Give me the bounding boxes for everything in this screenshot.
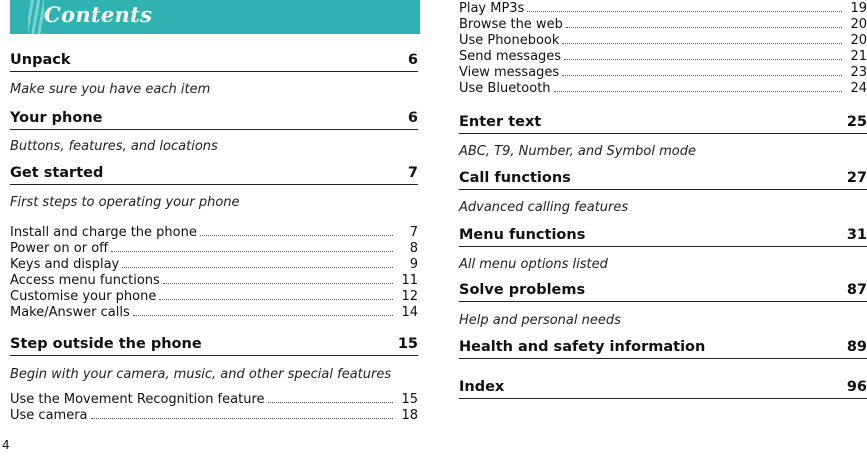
entry-label: View messages — [459, 65, 560, 80]
section-title: Call functions — [459, 170, 571, 186]
toc-entry[interactable] — [10, 224, 418, 240]
section-description: ABC, T9, Number, and Symbol mode — [459, 144, 696, 159]
entry-page: 18 — [401, 408, 418, 423]
dot-leader — [566, 16, 842, 28]
dot-leader — [133, 304, 393, 316]
dot-leader — [91, 407, 393, 419]
entry-label: Customise your phone — [10, 289, 157, 304]
entry-page: 9 — [409, 257, 418, 272]
section-page: 7 — [407, 165, 418, 181]
toc-entry[interactable] — [459, 16, 867, 32]
entry-page: 7 — [409, 225, 418, 240]
entry-page: 20 — [850, 33, 867, 48]
toc-entry[interactable] — [10, 256, 418, 272]
section-page: 25 — [846, 114, 867, 130]
section-title: Index — [459, 379, 505, 395]
section-heading[interactable] — [10, 50, 418, 72]
entry-label: Play MP3s — [459, 1, 525, 16]
entry-label: Power on or off — [10, 241, 109, 256]
section-heading[interactable] — [10, 163, 418, 185]
section-page: 31 — [846, 227, 867, 243]
entry-page: 23 — [850, 65, 867, 80]
dot-leader — [268, 391, 394, 403]
entry-label: Access menu functions — [10, 273, 160, 288]
entry-label: Use the Movement Recognition feature — [10, 392, 265, 407]
section-page: 15 — [397, 336, 418, 352]
toc-entry[interactable] — [459, 0, 867, 16]
contents-title: Contents — [44, 2, 153, 27]
toc-entry[interactable] — [459, 80, 867, 96]
entry-page: 15 — [401, 392, 418, 407]
entry-page: 21 — [850, 49, 867, 64]
toc-entry[interactable] — [10, 407, 418, 423]
section-heading[interactable] — [459, 168, 867, 190]
entry-label: Use Phonebook — [459, 33, 560, 48]
section-title: Get started — [10, 165, 104, 181]
toc-entry[interactable] — [10, 288, 418, 304]
section-description: Help and personal needs — [459, 313, 621, 328]
entry-page: 20 — [850, 17, 867, 32]
toc-entry[interactable] — [459, 32, 867, 48]
contents-banner — [10, 0, 420, 34]
section-title: Your phone — [10, 110, 103, 126]
section-heading[interactable] — [459, 225, 867, 247]
entry-page: 8 — [409, 241, 418, 256]
section-title: Menu functions — [459, 227, 586, 243]
entry-label: Use camera — [10, 408, 88, 423]
section-page: 27 — [846, 170, 867, 186]
entry-label: Keys and display — [10, 257, 120, 272]
section-page: 87 — [846, 282, 867, 298]
dot-leader — [562, 64, 842, 76]
section-page: 6 — [407, 52, 418, 68]
dot-leader — [554, 80, 842, 92]
dot-leader — [564, 48, 842, 60]
section-description: All menu options listed — [459, 257, 608, 272]
dot-leader — [562, 32, 842, 44]
dot-leader — [527, 0, 842, 12]
entry-page: 12 — [401, 289, 418, 304]
toc-entry[interactable] — [459, 64, 867, 80]
section-heading[interactable] — [459, 112, 867, 134]
dot-leader — [200, 224, 393, 236]
entry-page: 14 — [401, 305, 418, 320]
section-description: Make sure you have each item — [10, 82, 211, 97]
section-page: 6 — [407, 110, 418, 126]
toc-entry[interactable] — [10, 304, 418, 320]
section-heading[interactable] — [10, 334, 418, 356]
section-title: Solve problems — [459, 282, 586, 298]
entry-label: Browse the web — [459, 17, 563, 32]
entry-page: 24 — [850, 81, 867, 96]
section-title: Enter text — [459, 114, 542, 130]
section-title: Health and safety information — [459, 339, 706, 355]
entry-label: Use Bluetooth — [459, 81, 551, 96]
section-title: Unpack — [10, 52, 71, 68]
dot-leader — [111, 240, 393, 252]
section-heading[interactable] — [459, 337, 867, 359]
entry-label: Install and charge the phone — [10, 225, 197, 240]
dot-leader — [163, 272, 393, 284]
entry-label: Make/Answer calls — [10, 305, 130, 320]
toc-entry[interactable] — [10, 240, 418, 256]
section-title: Step outside the phone — [10, 336, 202, 352]
entry-label: Send messages — [459, 49, 562, 64]
section-description: Advanced calling features — [459, 200, 629, 215]
banner-stripes-decoration — [28, 0, 44, 34]
section-heading[interactable] — [10, 108, 418, 130]
section-heading[interactable] — [459, 280, 867, 302]
dot-leader — [159, 288, 393, 300]
section-page: 89 — [846, 339, 867, 355]
toc-entry[interactable] — [459, 48, 867, 64]
section-description: First steps to operating your phone — [10, 195, 240, 210]
toc-entry[interactable] — [10, 272, 418, 288]
section-heading[interactable] — [459, 377, 867, 399]
entry-page: 11 — [401, 273, 418, 288]
entry-page: 19 — [850, 1, 867, 16]
section-page: 96 — [846, 379, 867, 395]
page-number: 4 — [2, 438, 10, 452]
section-description: Buttons, features, and locations — [10, 139, 218, 154]
section-description: Begin with your camera, music, and other special features — [10, 367, 392, 382]
dot-leader — [122, 256, 393, 268]
toc-entry[interactable] — [10, 391, 418, 407]
